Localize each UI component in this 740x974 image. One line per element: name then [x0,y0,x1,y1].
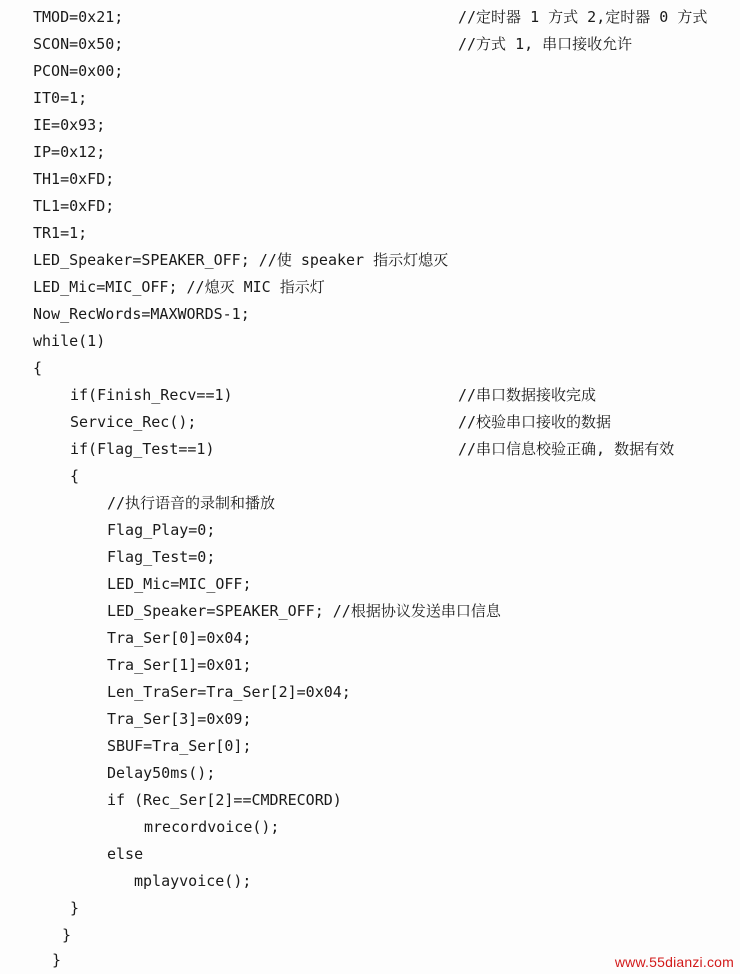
code-line-4: IT0=1; [33,89,88,107]
code-line-21: Flag_Test=0; [107,548,216,566]
code-line-32: else [107,845,144,863]
code-line-5: IE=0x93; [33,116,106,134]
code-line-8: TL1=0xFD; [33,197,115,215]
code-line-22: LED_Mic=MIC_OFF; [107,575,252,593]
code-comment-2: //方式 1, 串口接收允许 [458,35,633,53]
code-line-34: } [70,899,80,917]
watermark-text: www.55dianzi.com [614,954,734,970]
code-line-17: if(Flag_Test==1) [70,440,215,458]
code-line-20: Flag_Play=0; [107,521,216,539]
code-line-19: //执行语音的录制和播放 [107,494,276,512]
code-line-6: IP=0x12; [33,143,106,161]
code-line-2: SCON=0x50; [33,35,124,53]
code-line-28: SBUF=Tra_Ser[0]; [107,737,252,755]
code-line-26: Len_TraSer=Tra_Ser[2]=0x04; [107,683,351,701]
code-line-29: Delay50ms(); [107,764,216,782]
code-line-18: { [70,467,80,485]
code-line-11: LED_Mic=MIC_OFF; //熄灭 MIC 指示灯 [33,278,325,296]
code-line-13: while(1) [33,332,106,350]
code-line-12: Now_RecWords=MAXWORDS-1; [33,305,250,323]
code-line-7: TH1=0xFD; [33,170,115,188]
code-line-30: if (Rec_Ser[2]==CMDRECORD) [107,791,342,809]
code-line-25: Tra_Ser[1]=0x01; [107,656,252,674]
code-line-16: Service_Rec(); [70,413,197,431]
code-line-33: mplayvoice(); [134,872,252,890]
code-line-3: PCON=0x00; [33,62,124,80]
code-line-24: Tra_Ser[0]=0x04; [107,629,252,647]
code-line-31: mrecordvoice(); [144,818,280,836]
code-line-14: { [33,359,43,377]
code-line-35: } [62,926,72,944]
code-line-9: TR1=1; [33,224,88,242]
code-comment-16: //校验串口接收的数据 [458,413,612,431]
code-comment-1: //定时器 1 方式 2,定时器 0 方式 [458,8,708,26]
code-line-15: if(Finish_Recv==1) [70,386,233,404]
code-comment-17: //串口信息校验正确, 数据有效 [458,440,675,458]
code-line-1: TMOD=0x21; [33,8,124,26]
code-line-10: LED_Speaker=SPEAKER_OFF; //使 speaker 指示灯熄灭 [33,251,449,269]
code-line-23: LED_Speaker=SPEAKER_OFF; //根据协议发送串口信息 [107,602,501,620]
code-line-27: Tra_Ser[3]=0x09; [107,710,252,728]
code-comment-15: //串口数据接收完成 [458,386,597,404]
code-line-36: } [52,951,62,969]
